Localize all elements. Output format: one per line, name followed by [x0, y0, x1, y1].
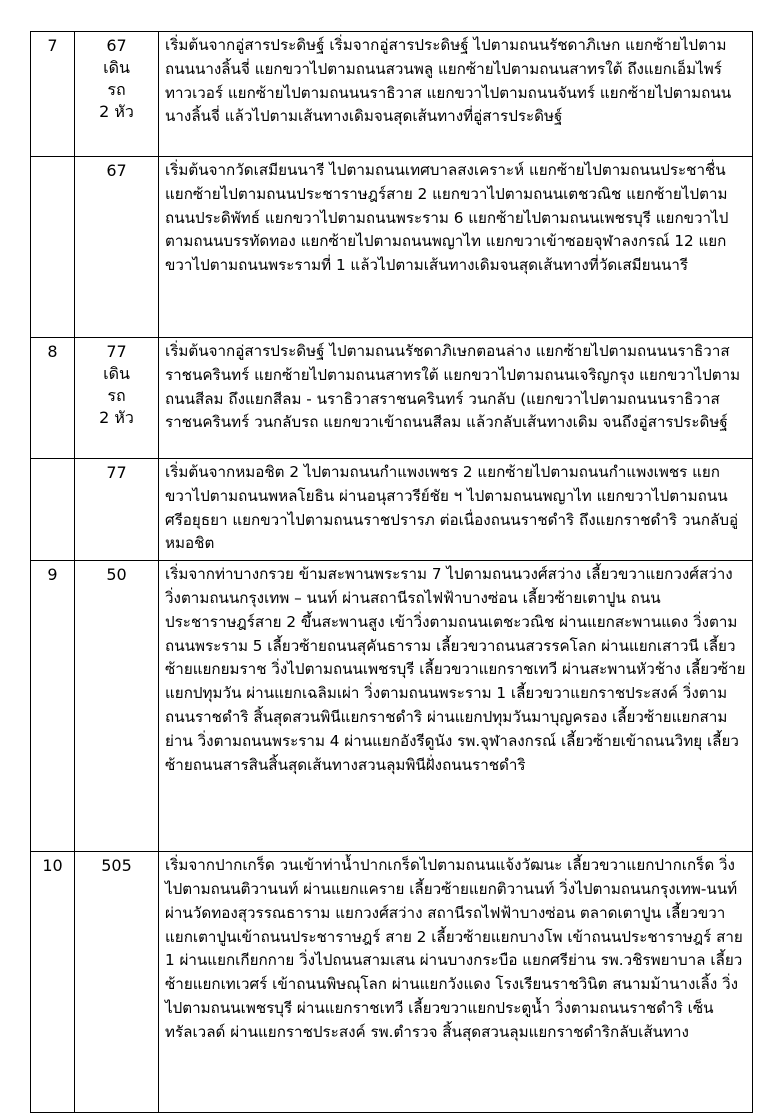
- row-number: 7: [31, 32, 75, 157]
- bus-line-note: เดิน: [103, 58, 130, 77]
- bus-line-note: รถ: [107, 80, 126, 99]
- row-number: 10: [31, 852, 75, 1113]
- table-row: [31, 561, 753, 852]
- row-number: [31, 157, 75, 338]
- table-row: [31, 32, 753, 157]
- bus-line-number: 50: [106, 565, 127, 585]
- route-description: เริ่มต้นจากหมอชิต 2 ไปตามถนนกำแพงเพชร 2 แยกซ้ายไปตามถนนกำแพงเพชร แยกขวาไปตามถนนพหลโยธิน ผ่านอนุสาวรีย์ชัย ฯ ไปตามถนนพญาไท แยกขวาไปตามถนนศรีอยุธยา แยกขวาไปตามถนนราชปรารภ ต่อเนื่องถนนราชดำริ ถึงแยกราชดำริ วนกลับอู่หมอชิต: [159, 459, 753, 561]
- bus-line-note: 2 หัว: [99, 102, 134, 121]
- route-description: เริ่มจากท่าบางกรวย ข้ามสะพานพระราม 7 ไปตามถนนวงศ์สว่าง เลี้ยวขวาแยกวงศ์สว่าง วิ่งตามถนนกรุงเทพ – นนท์ ผ่านสถานีรถไฟฟ้าบางซ่อน เลี้ยวซ้ายเตาปูน ถนนประชาราษฎร์สาย 2 ขึ้นสะพานสูง เข้าวิ่งตามถนนเตชะวณิช ผ่านแยกสะพานแดง วิ่งตามถนนพระราม 5 เลี้ยวซ้ายถนนสุคันธาราม เลี้ยวขวาถนนสวรรคโลก ผ่านแยกเสาวนี เลี้ยวซ้ายแยกยมราช วิ่งไปตามถนนเพชรบุรี เลี้ยวขวาแยกราชเทวี ผ่านสะพานหัวช้าง เลี้ยวซ้ายแยกปทุมวัน ผ่านแยกเฉลิมเผ่า วิ่งตามถนนพระราม 1 เลี้ยวขวาแยกราชประสงค์ วิ่งตามถนนราชดำริ สิ้นสุดสวนพินีแยกราชดำริ ผ่านแยกปทุมวันมาบุญครอง เลี้ยวซ้ายแยกสามย่าน วิ่งตามถนนพระราม 4 ผ่านแยกอังรีดูนัง รพ.จุฬาลงกรณ์ เลี้ยวซ้ายเข้าถนนวิทยุ เลี้ยวซ้ายถนนสารสินสิ้นสุดเส้นทางสวนลุมพินีฝั่งถนนราชดำริ: [159, 561, 753, 852]
- table-row: [31, 157, 753, 338]
- route-description: เริ่มต้นจากอู่สารประดิษฐ์ เริ่มจากอู่สารประดิษฐ์ ไปตามถนนรัชดาภิเษก แยกซ้ายไปตามถนนนางลิ้นจี่ แยกขวาไปตามถนนสวนพลู แยกซ้ายไปตามถนนสาทรใต้ ถึงแยกเอ็มไพร์ทาวเวอร์ แยกซ้ายไปตามถนนนราธิวาส แยกขวาไปตามถนนจันทร์ แยกซ้ายไปตามถนนนางลิ้นจี่ แล้วไปตามเส้นทางเดิมจนสุดเส้นทางที่อู่สารประดิษฐ์: [159, 32, 753, 157]
- bus-line-cell: [75, 459, 159, 561]
- bus-line-number: 67: [106, 161, 127, 180]
- route-description: เริ่มจากปากเกร็ด วนเข้าท่าน้ำปากเกร็ดไปตามถนนแจ้งวัฒนะ เลี้ยวขวาแยกปากเกร็ด วิ่งไปตามถนนติวานนท์ ผ่านแยกแคราย เลี้ยวซ้ายแยกติวานนท์ วิ่งไปตามถนนกรุงเทพ-นนท์ ผ่านวัดทองสุวรรณธาราม แยกวงศ์สว่าง สถานีรถไฟฟ้าบางซ่อน ตลาดเตาปูน เลี้ยวขวาแยกเตาปูนเข้าถนนประชาราษฎร์ สาย 2 เลี้ยวซ้ายแยกบางโพ เข้าถนนประชาราษฎร์ สาย 1 ผ่านแยกเกียกกาย วิ่งไปถนนสามเสน ผ่านบางกระบือ แยกศรีย่าน รพ.วชิรพยาบาล เลี้ยวซ้ายแยกเทเวศร์ เข้าถนนพิษณุโลก ผ่านแยกวังแดง โรงเรียนราชวินิต สนามม้านางเลิ้ง วิ่งไปตามถนนเพชรบุรี ผ่านแยกราชเทวี เลี้ยวขวาแยกประตูน้ำ วิ่งตามถนนราชดำริ เซ็นทรัลเวลด์ ผ่านแยกราชประสงค์ รพ.ตำรวจ สิ้นสุดสวนลุมแยกราชดำริกลับเส้นทาง: [159, 852, 753, 1113]
- bus-line-cell: [75, 338, 159, 459]
- bus-line-note: เดิน: [103, 364, 130, 383]
- bus-line-cell: [75, 157, 159, 338]
- bus-line-cell: [75, 852, 159, 1113]
- bus-line-number: 77: [106, 342, 127, 361]
- bus-line-number: 505: [101, 856, 132, 876]
- table-row: [31, 338, 753, 459]
- bus-line-note: รถ: [107, 386, 126, 405]
- route-description: เริ่มต้นจากอู่สารประดิษฐ์ ไปตามถนนรัชดาภิเษกตอนล่าง แยกซ้ายไปตามถนนนราธิวาสราชนครินทร์ แยกซ้ายไปตามถนนสาทรใต้ แยกขวาไปตามถนนเจริญกรุง แยกขวาไปตามถนนสีลม ถึงแยกสีลม - นราธิวาสราชนครินทร์ วนกลับ (แยกขวาไปตามถนนนราธิวาสราชนครินทร์ วนกลับรถ แยกขวาเข้าถนนสีลม แล้วกลับเส้นทางเดิม จนถึงอู่สารประดิษฐ์: [159, 338, 753, 459]
- bus-line-number: 77: [106, 463, 127, 482]
- table-row: [31, 459, 753, 561]
- bus-line-note: 2 หัว: [99, 408, 134, 427]
- row-number: 9: [31, 561, 75, 852]
- row-number: [31, 459, 75, 561]
- bus-route-table: [30, 31, 753, 1113]
- row-number: 8: [31, 338, 75, 459]
- route-description: เริ่มต้นจากวัดเสมียนนารี ไปตามถนนเทศบาลสงเคราะห์ แยกซ้ายไปตามถนนประชาชื่น แยกซ้ายไปตามถนนประชาราษฎร์สาย 2 แยกขวาไปตามถนนเตชวณิช แยกซ้ายไปตามถนนประดิพัทธ์ แยกขวาไปตามถนนพระราม 6 แยกซ้ายไปตามถนนเพชรบุรี แยกขวาไปตามถนนบรรทัดทอง แยกซ้ายไปตามถนนพญาไท แยกขวาเข้าซอยจุฬาลงกรณ์ 12 แยกขวาไปตามถนนพระรามที่ 1 แล้วไปตามเส้นทางเดิมจนสุดเส้นทางที่วัดเสมียนนารี: [159, 157, 753, 338]
- bus-line-cell: [75, 32, 159, 157]
- bus-line-number: 67: [106, 36, 127, 55]
- bus-line-cell: [75, 561, 159, 852]
- table-row: [31, 852, 753, 1113]
